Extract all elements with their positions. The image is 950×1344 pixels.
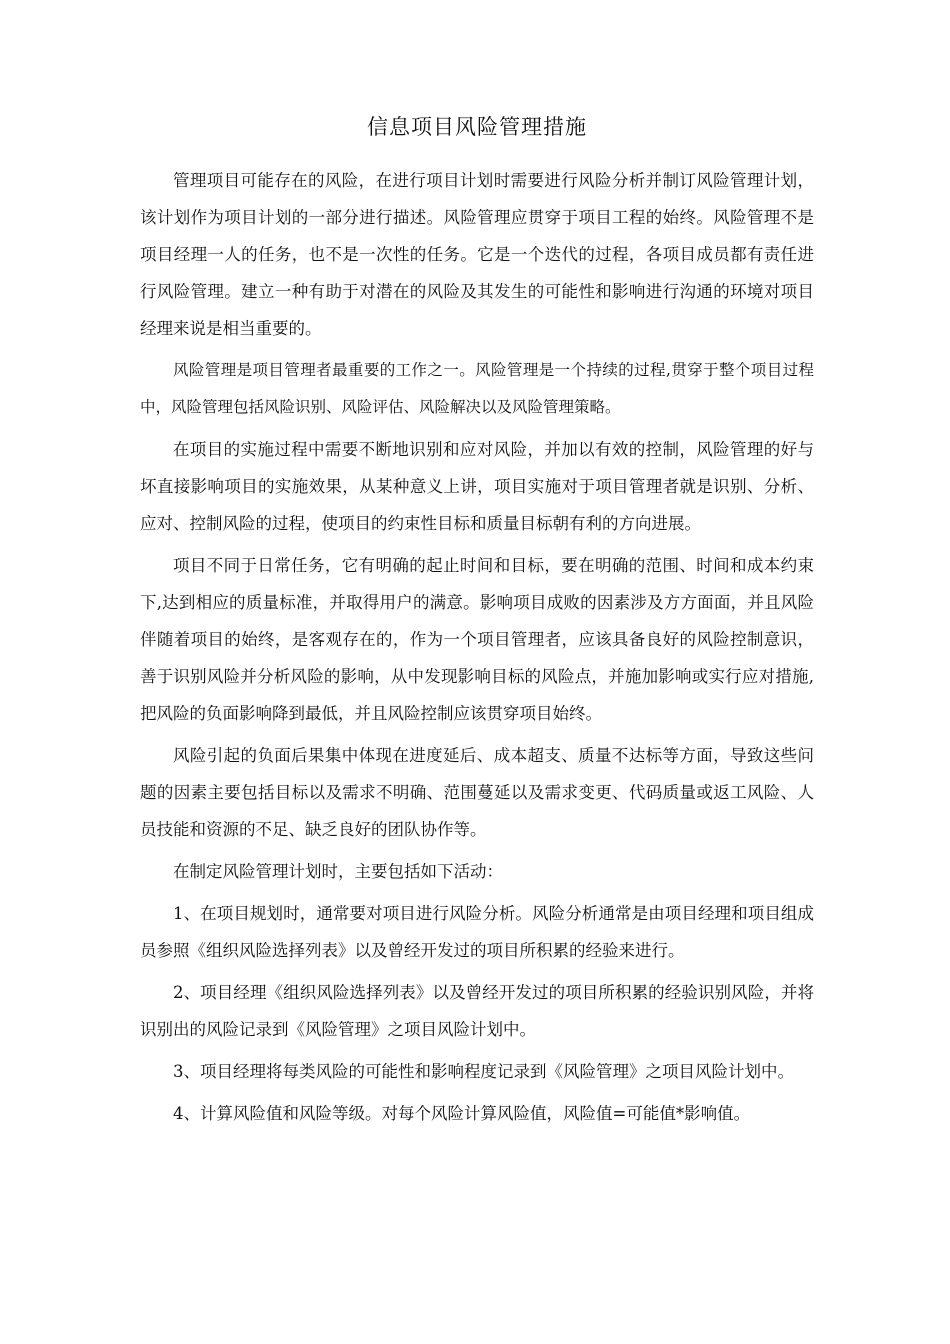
paragraph-intro: 管理项目可能存在的风险，在进行项目计划时需要进行风险分析并制订风险管理计划，该计划作为项目计划的一部分进行描述。风险管理应贯穿于项目工程的始终。风险管理不是项目经理一人的任务，也不是一次性的任务。它是一个迭代的过程，各项目成员都有责任进行风险管理。建立一种有助于对潜在的风险及其发生的可能性和影响进行沟通的环境对项目经理来说是相当重要的。 — [140, 171, 814, 338]
list-item-1: 1、在项目规划时，通常要对项目进行风险分析。风险分析通常是由项目经理和项目组成员参照《组织风险选择列表》以及曾经开发过的项目所积累的经验来进行。 — [140, 904, 814, 960]
paragraph-project-vs-task: 项目不同于日常任务，它有明确的起止时间和目标，要在明确的范围、时间和成本约束下,达到相应的质量标准，并取得用户的满意。影响项目成败的因素涉及方方面面，并且风险伴随着项目的始终，是客观存在的，作为一个项目管理者，应该具备良好的风险控制意识，善于识别风险并分析风险的影响，从中发现影响目标的风险点，并施加影响或实行应对措施,把风险的负面影响降到最低，并且风险控制应该贯穿项目始终。 — [140, 556, 814, 723]
list-item-4: 4、计算风险值和风险等级。对每个风险计算风险值，风险值=可能值*影响值。 — [173, 1104, 751, 1123]
paragraph-implementation: 在项目的实施过程中需要不断地识别和应对风险，并加以有效的控制，风险管理的好与坏直接影响项目的实施效果，从某种意义上讲，项目实施对于项目管理者就是识别、分析、应对、控制风险的过程，使项目的约束性目标和质量目标朝有利的方向进展。 — [140, 440, 814, 533]
document-title: 信息项目风险管理措施 — [367, 115, 587, 139]
document-page — [140, 110, 814, 1137]
paragraph-risk-management-role: 风险管理是项目管理者最重要的工作之一。风险管理是一个持续的过程,贯穿于整个项目过程中，风险管理包括风险识别、风险评估、风险解决以及风险管理策略。 — [140, 361, 814, 416]
paragraph-plan-activities: 在制定风险管理计划时，主要包括如下活动： — [173, 862, 503, 881]
list-item-3: 3、项目经理将每类风险的可能性和影响程度记录到《风险管理》之项目风险计划中。 — [173, 1062, 794, 1081]
paragraph-negative-consequences: 风险引起的负面后果集中体现在进度延后、成本超支、质量不达标等方面，导致这些问题的因素主要包括目标以及需求不明确、范围蔓延以及需求变更、代码质量或返工风险、人员技能和资源的不足、缺乏良好的团队协作等。 — [140, 746, 814, 839]
list-item-2: 2、项目经理《组织风险选择列表》以及曾经开发过的项目所积累的经验识别风险，并将识别出的风险记录到《风险管理》之项目风险计划中。 — [140, 983, 814, 1039]
